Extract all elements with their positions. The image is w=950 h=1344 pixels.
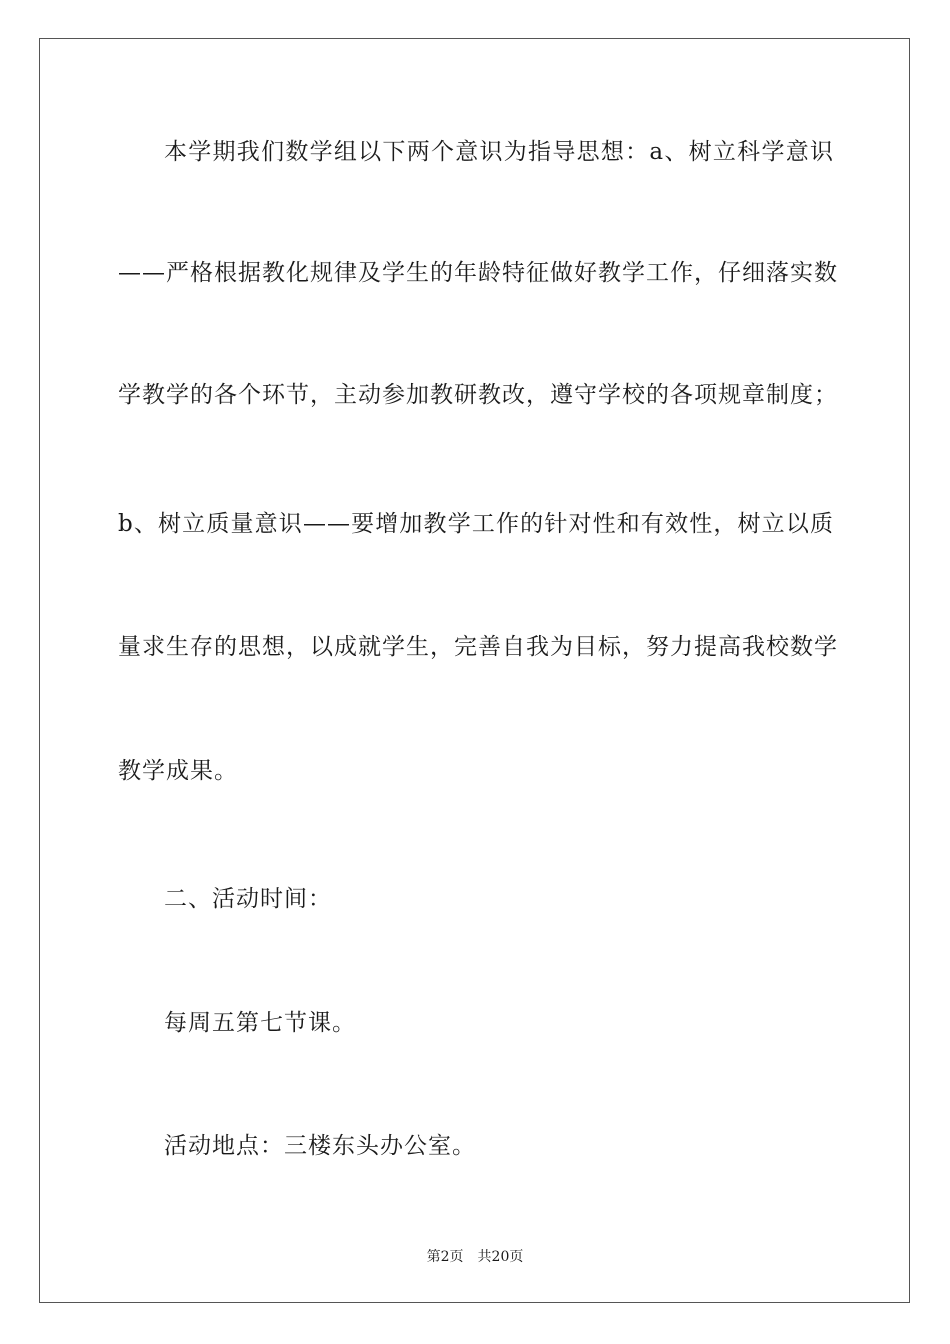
paragraph-line-3: 学教学的各个环节，主动参加教研教改，遵守学校的各项规章制度； xyxy=(118,382,838,408)
page-footer xyxy=(0,1246,950,1266)
paragraph-line-1: 本学期我们数学组以下两个意识为指导思想：a、树立科学意识 xyxy=(164,139,834,165)
page-frame xyxy=(39,38,910,1303)
paragraph-line-4: b、树立质量意识——要增加教学工作的针对性和有效性，树立以质 xyxy=(118,511,834,537)
paragraph-line-5: 量求生存的思想，以成就学生，完善自我为目标，努力提高我校数学 xyxy=(118,634,838,660)
paragraph-line-6: 教学成果。 xyxy=(118,758,238,784)
paragraph-line-2: ——严格根据教化规律及学生的年龄特征做好教学工作，仔细落实数 xyxy=(118,260,838,286)
page-number: 第2页 xyxy=(426,1249,464,1265)
activity-location-text: 活动地点：三楼东头办公室。 xyxy=(164,1133,476,1159)
section-heading: 二、活动时间： xyxy=(164,886,332,912)
total-pages: 共20页 xyxy=(477,1249,524,1265)
activity-time-text: 每周五第七节课。 xyxy=(164,1010,356,1036)
